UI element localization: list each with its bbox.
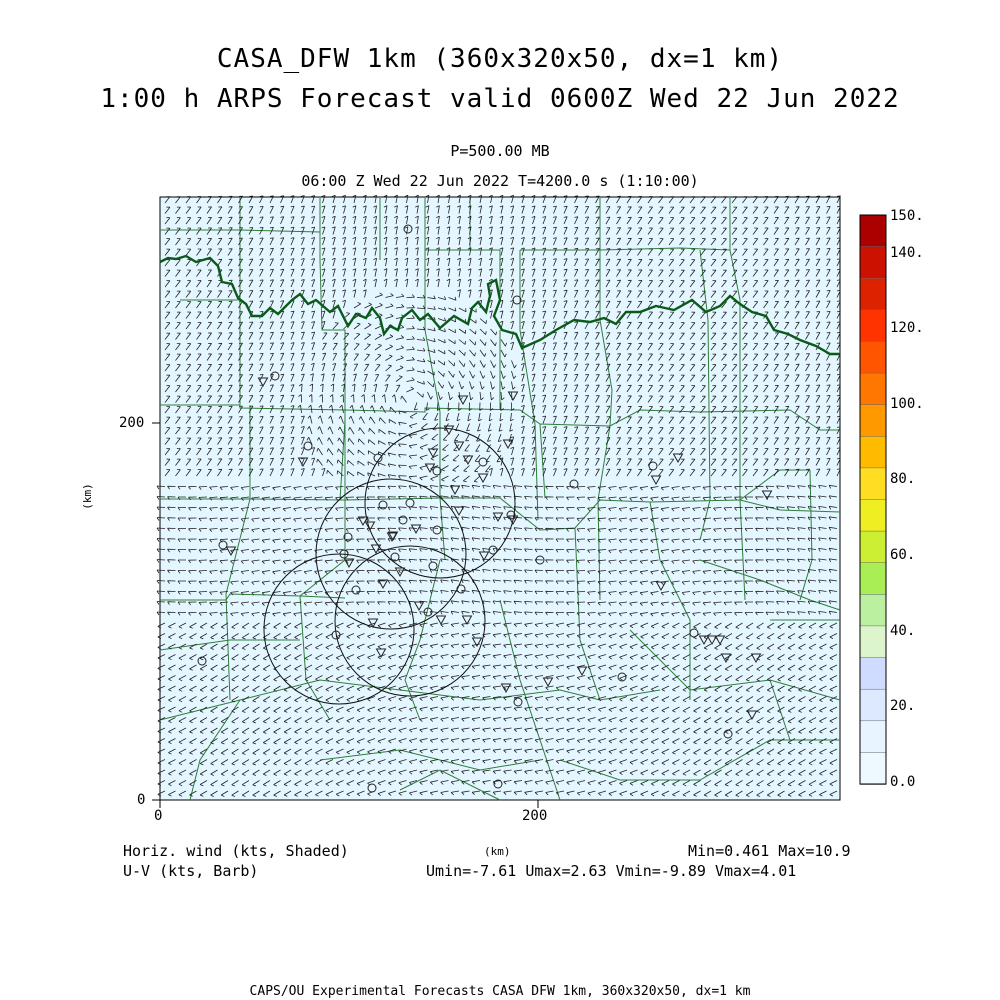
colorbar bbox=[860, 215, 886, 785]
colorbar-swatch bbox=[860, 405, 886, 437]
colorbar-swatch bbox=[860, 373, 886, 405]
x-axis-unit: (km) bbox=[484, 845, 511, 858]
cbar-label-20: 20. bbox=[890, 698, 916, 714]
x-tick-0: 0 bbox=[154, 808, 163, 824]
title-line-1: CASA_DFW 1km (360x320x50, dx=1 km) bbox=[216, 44, 784, 74]
pressure-level: P=500.00 MB bbox=[450, 142, 550, 160]
colorbar-swatch bbox=[860, 215, 886, 247]
colorbar-swatch bbox=[860, 752, 886, 784]
min-max-stats: Min=0.461 Max=10.9 bbox=[688, 842, 851, 860]
cbar-label-100: 100. bbox=[890, 396, 924, 412]
colorbar-swatch bbox=[860, 278, 886, 310]
y-tick-200: 200 bbox=[119, 415, 145, 431]
valid-time: 06:00 Z Wed 22 Jun 2022 T=4200.0 s (1:10:00) bbox=[301, 172, 699, 190]
title-line-2: 1:00 h ARPS Forecast valid 0600Z Wed 22 Jun 2022 bbox=[100, 84, 900, 114]
field-label: Horiz. wind (kts, Shaded) bbox=[123, 842, 349, 860]
cbar-label-150: 150. bbox=[890, 208, 924, 224]
colorbar-swatch bbox=[860, 247, 886, 279]
colorbar-swatch bbox=[860, 658, 886, 690]
y-tick-0: 0 bbox=[137, 792, 146, 808]
colorbar-swatch bbox=[860, 500, 886, 532]
colorbar-swatch bbox=[860, 721, 886, 753]
colorbar-swatch bbox=[860, 531, 886, 563]
colorbar-swatch bbox=[860, 310, 886, 342]
cbar-label-0: 0.0 bbox=[890, 774, 916, 790]
y-axis-unit: (km) bbox=[80, 483, 94, 510]
cbar-label-140: 140. bbox=[890, 245, 924, 261]
colorbar-swatch bbox=[860, 594, 886, 626]
colorbar-swatch bbox=[860, 436, 886, 468]
cbar-label-60: 60. bbox=[890, 547, 916, 563]
credit-line: CAPS/OU Experimental Forecasts CASA DFW 1km, 360x320x50, dx=1 km bbox=[249, 984, 751, 999]
vector-label: U-V (kts, Barb) bbox=[123, 862, 259, 880]
colorbar-swatch bbox=[860, 341, 886, 373]
uv-stats: Umin=-7.61 Umax=2.63 Vmin=-9.89 Vmax=4.01 bbox=[426, 862, 797, 880]
colorbar-swatch bbox=[860, 689, 886, 721]
cbar-label-40: 40. bbox=[890, 623, 916, 639]
cbar-label-120: 120. bbox=[890, 320, 924, 336]
colorbar-swatch bbox=[860, 563, 886, 595]
x-tick-200: 200 bbox=[522, 808, 548, 824]
colorbar-swatch bbox=[860, 626, 886, 658]
colorbar-swatch bbox=[860, 468, 886, 500]
cbar-label-80: 80. bbox=[890, 471, 916, 487]
